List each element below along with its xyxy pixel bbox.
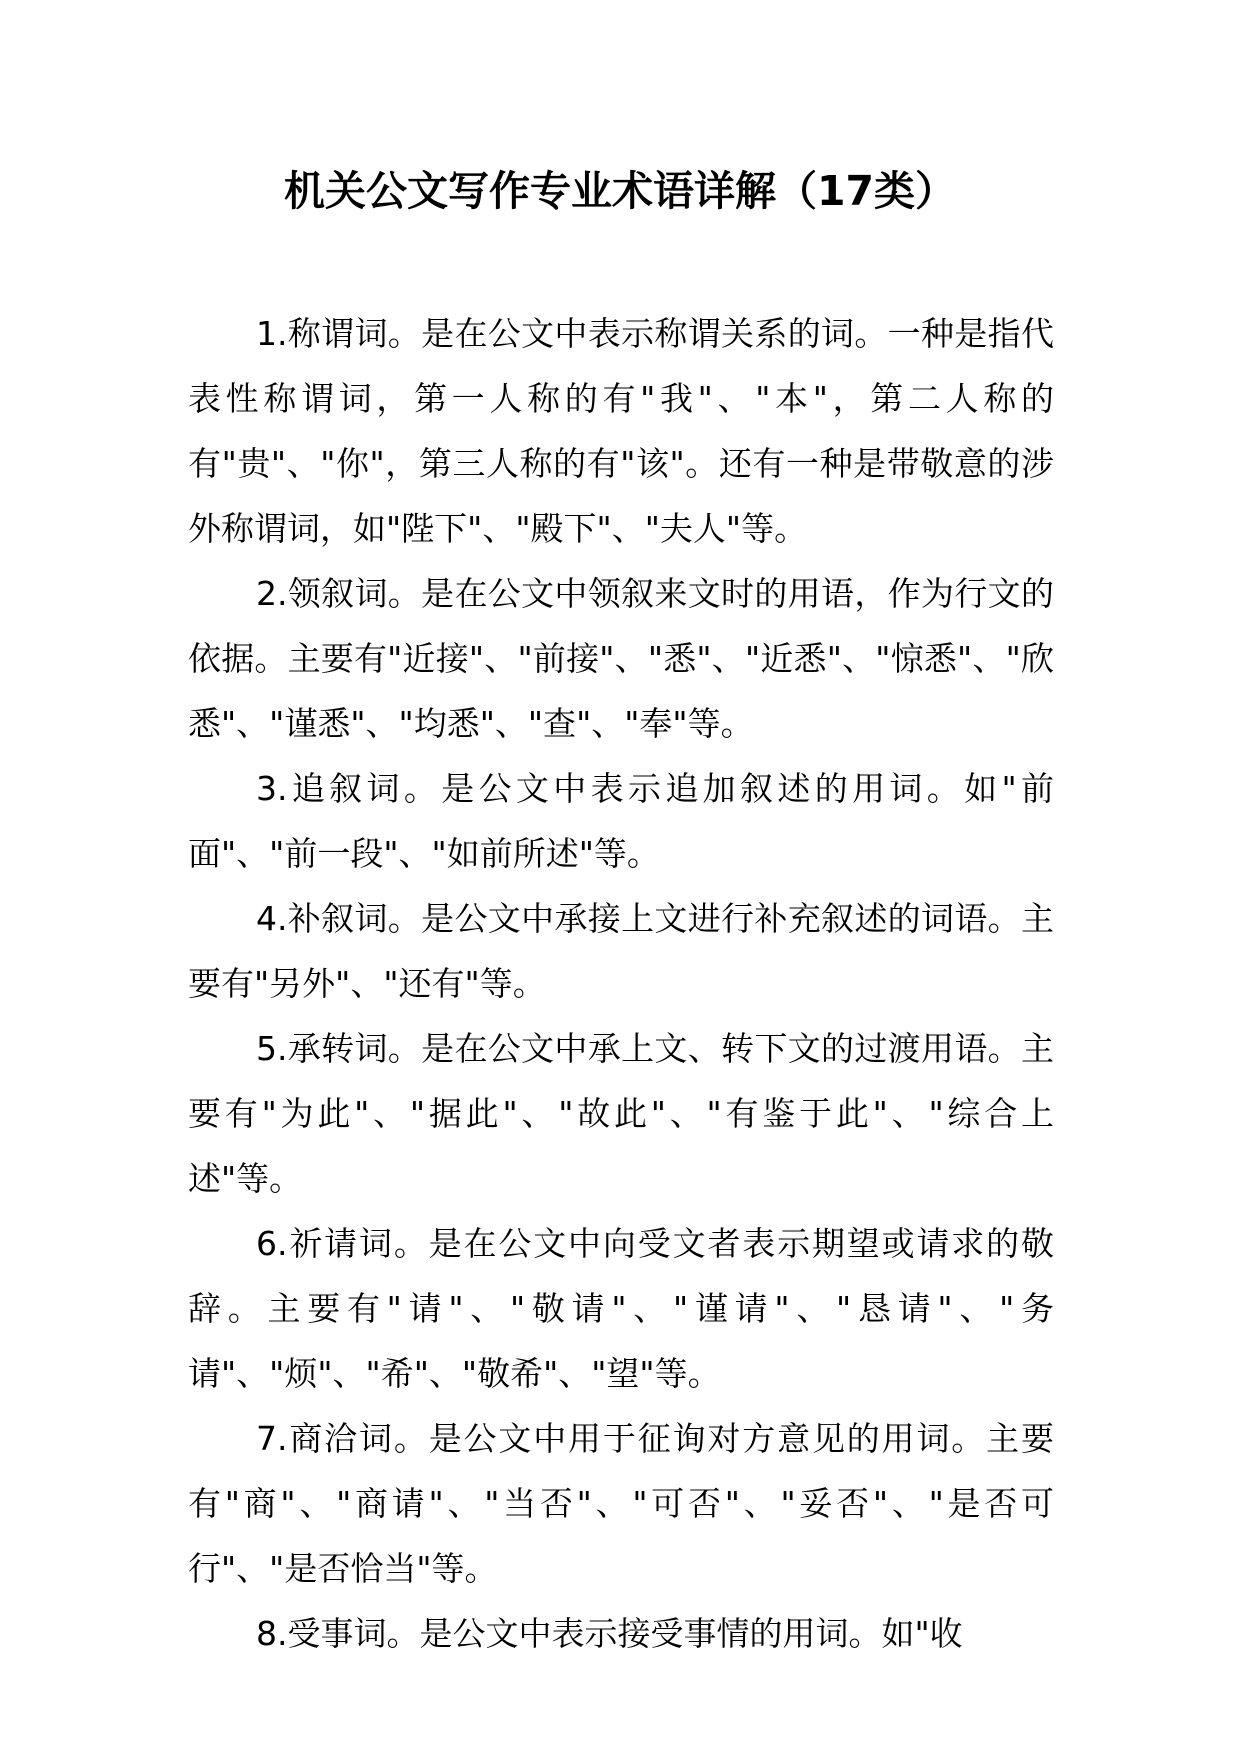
paragraph-7: 7.商洽词。是公文中用于征询对方意见的用词。主要有"商"、"商请"、"当否"、"可否"、"妥否"、"是否可行"、"是否恰当"等。 — [188, 1419, 1054, 1588]
paragraph-6: 6.祈请词。是在公文中向受文者表示期望或请求的敬辞。主要有"请"、"敬请"、"谨请"、"恳请"、"务请"、"烦"、"希"、"敬希"、"望"等。 — [188, 1224, 1054, 1393]
document-body — [188, 301, 1054, 1666]
paragraph-1: 1.称谓词。是在公文中表示称谓关系的词。一种是指代表性称谓词，第一人称的有"我"、"本"，第二人称的有"贵"、"你"，第三人称的有"该"。还有一种是带敬意的涉外称谓词，如"陛下"、"殿下"、"夫人"等。 — [188, 314, 1054, 548]
paragraph-4: 4.补叙词。是公文中承接上文进行补充叙述的词语。主要有"另外"、"还有"等。 — [188, 899, 1054, 1003]
paragraph-2: 2.领叙词。是在公文中领叙来文时的用语，作为行文的依据。主要有"近接"、"前接"、"悉"、"近悉"、"惊悉"、"欣悉"、"谨悉"、"均悉"、"查"、"奉"等。 — [188, 574, 1054, 743]
paragraph-5: 5.承转词。是在公文中承上文、转下文的过渡用语。主要有"为此"、"据此"、"故此"、"有鉴于此"、"综合上述"等。 — [188, 1029, 1054, 1198]
paragraph-8: 8.受事词。是公文中表示接受事情的用词。如"收 — [256, 1614, 963, 1653]
document-title: 机关公文写作专业术语详解（17类） — [283, 167, 957, 215]
paragraph-3: 3.追叙词。是公文中表示追加叙述的用词。如"前面"、"前一段"、"如前所述"等。 — [188, 769, 1054, 873]
